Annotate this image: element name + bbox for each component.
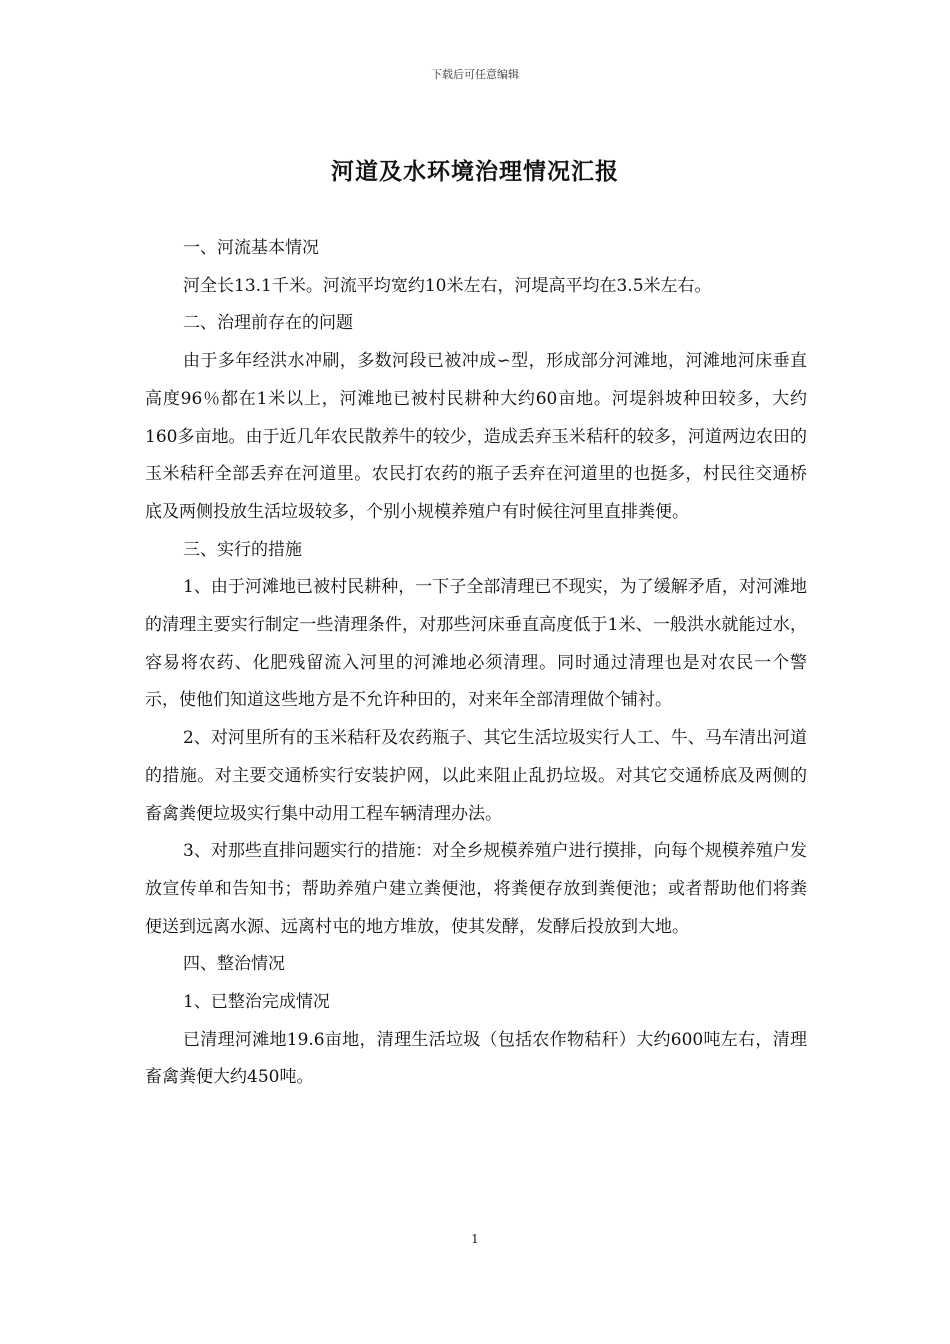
section-heading-measures: 三、实行的措施: [183, 539, 302, 560]
page-number: 1: [471, 1232, 479, 1246]
paragraph-completed: 已清理河滩地19.6亩地，清理生活垃圾（包括农作物秸秆）大约600吨左右，清理畜禽粪便大约450吨。: [145, 1029, 807, 1088]
document-body: [145, 230, 807, 1097]
document-title: 河道及水环境治理情况汇报: [331, 159, 619, 185]
paragraph-problems: 由于多年经洪水冲刷，多数河段已被冲成∽型，形成部分河滩地，河滩地河床垂直高度96％都在1米以上，河滩地已被村民耕种大约60亩地。河堤斜坡种田较多，大约160多亩地。由于近几年农民散养牛的较少，造成丢弃玉米秸秆的较多，河道两边农田的玉米秸秆全部丢弃在河道里。农民打农药的瓶子丢弃在河道里的也挺多，村民往交通桥底及两侧投放生活垃圾较多，个别小规模养殖户有时候往河里直排粪便。: [145, 351, 807, 522]
paragraph-measure-1: 1、由于河滩地已被村民耕种，一下子全部清理已不现实，为了缓解矛盾，对河滩地的清理主要实行制定一些清理条件，对那些河床垂直高度低于1米、一般洪水就能过水，容易将农药、化肥残留流入河里的河滩地必须清理。同时通过清理也是对农民一个警示，使他们知道这些地方是不允许种田的，对来年全部清理做个铺衬。: [145, 577, 807, 711]
paragraph-river-length: 河全长13.1千米。河流平均宽约10米左右，河堤高平均在3.5米左右。: [183, 275, 712, 296]
section-heading-problems: 二、治理前存在的问题: [183, 313, 353, 334]
subheading-completed: 1、已整治完成情况: [183, 992, 330, 1013]
paragraph-measure-3: 3、对那些直排问题实行的措施：对全乡规模养殖户进行摸排，向每个规模养殖户发放宣传单和告知书；帮助养殖户建立粪便池，将粪便存放到粪便池；或者帮助他们将粪便送到远离水源、远离村屯的地方堆放，使其发酵，发酵后投放到大地。: [145, 841, 807, 937]
paragraph-measure-2: 2、对河里所有的玉米秸秆及农药瓶子、其它生活垃圾实行人工、牛、马车清出河道的措施。对主要交通桥实行安装护网，以此来阻止乱扔垃圾。对其它交通桥底及两侧的畜禽粪便垃圾实行集中动用工程车辆清理办法。: [145, 728, 807, 824]
header-note: 下载后可任意编辑: [431, 68, 519, 81]
section-heading-status: 四、整治情况: [183, 954, 285, 975]
section-heading-river-basics: 一、河流基本情况: [183, 238, 319, 258]
